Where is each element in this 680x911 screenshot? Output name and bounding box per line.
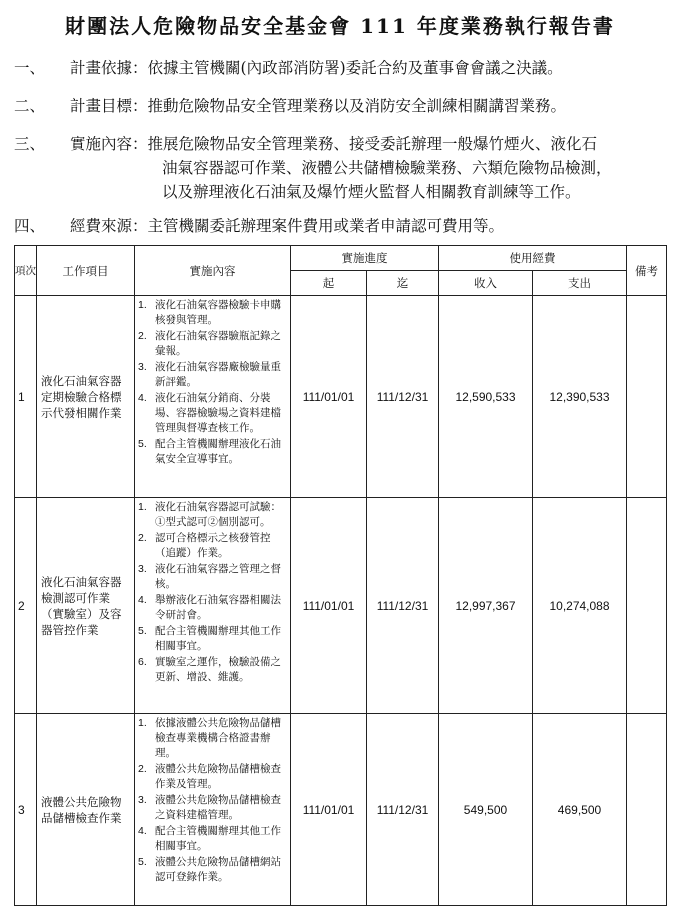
header-expense: 支出 xyxy=(533,271,627,296)
list-item-text: 液化石油氣容器廠檢驗量重新評鑑。 xyxy=(155,361,281,388)
list-item-text: 實驗室之運作，檢驗設備之更新、增設、維護。 xyxy=(155,656,281,683)
list-item xyxy=(138,500,287,530)
table-row xyxy=(15,498,667,714)
content-list xyxy=(138,716,287,885)
list-item xyxy=(138,762,287,792)
section-text-continued: 以及辦理液化石油氣及爆竹煙火監督人相關教育訓練等工作。 xyxy=(162,183,581,201)
header-no: 項次 xyxy=(15,246,37,296)
income-amount: 549,500 xyxy=(439,714,533,906)
income-amount: 12,590,533 xyxy=(439,296,533,498)
section-label: 計畫目標： xyxy=(70,97,148,115)
note xyxy=(627,714,667,906)
note xyxy=(627,296,667,498)
list-item-number: 4. xyxy=(138,392,147,404)
header-note: 備考 xyxy=(627,246,667,296)
list-item-number: 5. xyxy=(138,438,147,450)
expense-amount: 12,390,533 xyxy=(533,296,627,498)
list-item-number: 2. xyxy=(138,532,147,544)
list-item-number: 3. xyxy=(138,794,147,806)
section-implementation xyxy=(14,132,654,204)
header-start: 起 xyxy=(291,271,367,296)
section-text: 推動危險物品安全管理業務以及消防安全訓練相關講習業務。 xyxy=(147,97,567,115)
list-item xyxy=(138,562,287,592)
section-text: 依據主管機關(內政部消防署)委託合約及董事會會議之決議。 xyxy=(147,59,563,77)
list-item-number: 1. xyxy=(138,717,147,729)
list-item-number: 6. xyxy=(138,656,147,668)
list-item-number: 2. xyxy=(138,330,147,342)
list-item-text: 配合主管機關辦理其他工作相關事宜。 xyxy=(155,825,281,852)
implementation-content xyxy=(135,296,291,498)
income-amount: 12,997,367 xyxy=(439,498,533,714)
table-row xyxy=(15,714,667,906)
list-item-text: 依據液體公共危險物品儲槽檢查專業機構合格證書辦理。 xyxy=(155,717,281,759)
list-item xyxy=(138,391,287,436)
start-date: 111/01/01 xyxy=(291,714,367,906)
list-item-text: 舉辦液化石油氣容器相關法令研討會。 xyxy=(155,594,281,621)
list-item-text: 液化石油氣容器驗瓶記錄之彙報。 xyxy=(155,330,281,357)
expense-amount: 10,274,088 xyxy=(533,498,627,714)
start-date: 111/01/01 xyxy=(291,296,367,498)
list-item-number: 4. xyxy=(138,825,147,837)
list-item-text: 液化石油氣容器之管理之督核。 xyxy=(155,563,281,590)
list-item xyxy=(138,593,287,623)
section-basis xyxy=(14,56,654,80)
section-text: 主管機關委託辦理案件費用或業者申請認可費用等。 xyxy=(147,217,505,235)
list-item-text: 液體公共危險物品儲槽檢查作業及管理。 xyxy=(155,763,281,790)
list-item-number: 1. xyxy=(138,299,147,311)
section-label: 經費來源： xyxy=(70,217,148,235)
list-item xyxy=(138,716,287,761)
end-date: 111/12/31 xyxy=(367,296,439,498)
list-item-text: 配合主管機關辦理其他工作相關事宜。 xyxy=(155,625,281,652)
list-item-text: 液體公共危險物品儲槽網站認可登錄作業。 xyxy=(155,856,281,883)
section-funding xyxy=(14,214,654,238)
list-item xyxy=(138,298,287,328)
header-funds: 使用經費 xyxy=(439,246,627,271)
list-item-number: 3. xyxy=(138,361,147,373)
table-row xyxy=(15,296,667,498)
list-item-number: 2. xyxy=(138,763,147,775)
row-number: 2 xyxy=(15,498,37,714)
content-list xyxy=(138,298,287,467)
list-item-text: 配合主管機關辦理液化石油氣安全宣導事宜。 xyxy=(155,438,281,465)
section-number: 四、 xyxy=(14,217,46,235)
list-item-text: 液化石油氣分銷商、分裝場、容器檢驗場之資料建檔管理與督導查核工作。 xyxy=(155,392,281,434)
row-number: 3 xyxy=(15,714,37,906)
list-item-number: 5. xyxy=(138,856,147,868)
header-progress: 實施進度 xyxy=(291,246,439,271)
list-item xyxy=(138,360,287,390)
list-item-number: 5. xyxy=(138,625,147,637)
list-item-text: 認可合格標示之核發管控（追蹤）作業。 xyxy=(155,532,271,559)
header-end: 迄 xyxy=(367,271,439,296)
end-date: 111/12/31 xyxy=(367,714,439,906)
list-item xyxy=(138,655,287,685)
page-title: 財團法人危險物品安全基金會 111 年度業務執行報告書 xyxy=(65,14,615,38)
list-item-number: 3. xyxy=(138,563,147,575)
section-number: 三、 xyxy=(14,135,46,153)
header-income: 收入 xyxy=(439,271,533,296)
work-item: 液體公共危險物品儲槽檢查作業 xyxy=(37,714,135,906)
section-label: 實施內容： xyxy=(70,135,148,153)
work-item: 液化石油氣容器定期檢驗合格標示代發相關作業 xyxy=(37,296,135,498)
expense-amount: 469,500 xyxy=(533,714,627,906)
list-item xyxy=(138,437,287,467)
header-item: 工作項目 xyxy=(37,246,135,296)
list-item xyxy=(138,793,287,823)
header-content: 實施內容 xyxy=(135,246,291,296)
row-number: 1 xyxy=(15,296,37,498)
start-date: 111/01/01 xyxy=(291,498,367,714)
list-item-number: 1. xyxy=(138,501,147,513)
list-item xyxy=(138,855,287,885)
list-item-text: 液化石油氣容器檢驗卡申購核發與管理。 xyxy=(155,299,281,326)
list-item xyxy=(138,531,287,561)
list-item-text: 液化石油氣容器認可試驗：①型式認可②個別認可。 xyxy=(155,501,281,528)
list-item xyxy=(138,824,287,854)
list-item-number: 4. xyxy=(138,594,147,606)
list-item-text: 液體公共危險物品儲槽檢查之資料建檔管理。 xyxy=(155,794,281,821)
section-text: 推展危險物品安全管理業務、接受委託辦理一般爆竹煙火、液化石 xyxy=(147,135,598,153)
section-number: 一、 xyxy=(14,59,46,77)
implementation-content xyxy=(135,714,291,906)
end-date: 111/12/31 xyxy=(367,498,439,714)
section-number: 二、 xyxy=(14,97,46,115)
work-item: 液化石油氣容器檢測認可作業（實驗室）及容器管控作業 xyxy=(37,498,135,714)
section-goal xyxy=(14,94,654,118)
work-table xyxy=(14,245,667,906)
list-item xyxy=(138,624,287,654)
content-list xyxy=(138,500,287,685)
implementation-content xyxy=(135,498,291,714)
note xyxy=(627,498,667,714)
section-label: 計畫依據： xyxy=(70,59,148,77)
section-text-continued: 油氣容器認可作業、液體公共儲槽檢驗業務、六類危險物品檢測， xyxy=(162,159,612,177)
list-item xyxy=(138,329,287,359)
